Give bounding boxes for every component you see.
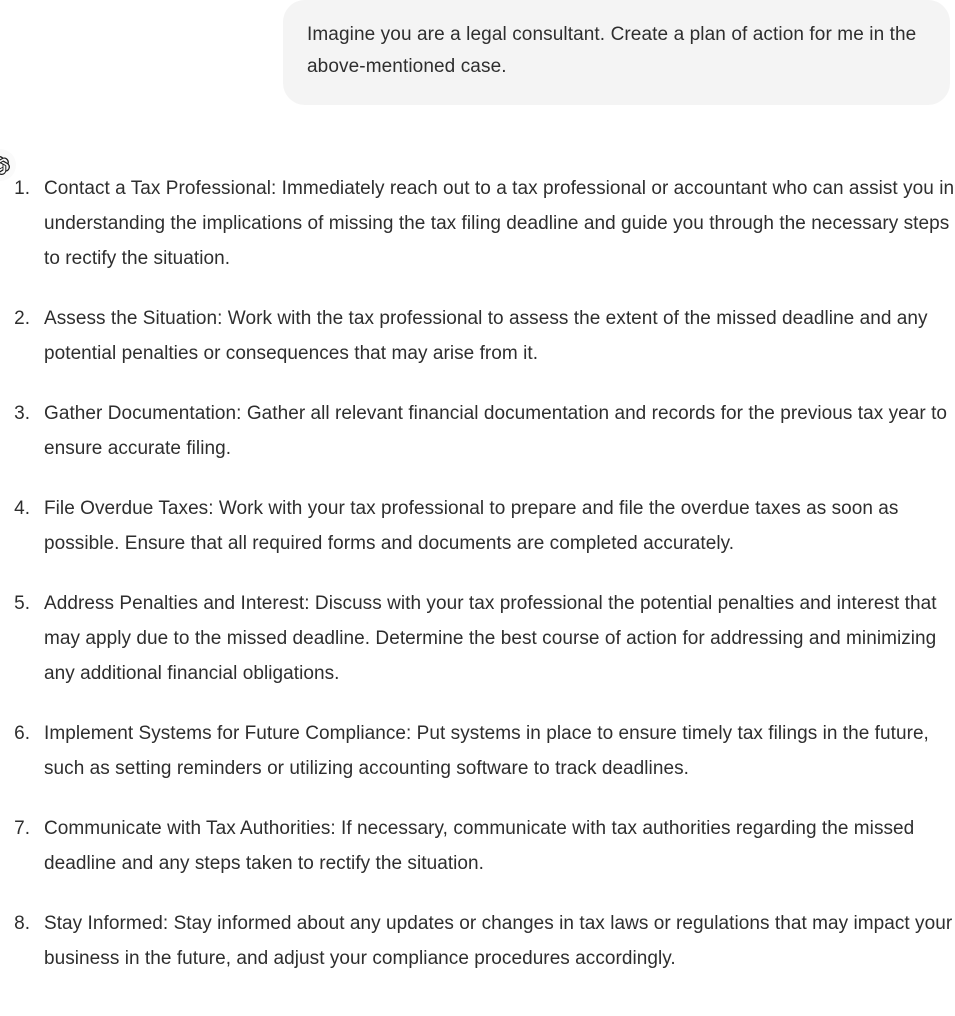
list-item-text: Communicate with Tax Authorities: If necessary, communicate with tax authorities regarding the missed deadline and any steps taken to rectify the situation.: [44, 818, 915, 874]
list-item-marker: 8.: [14, 913, 30, 934]
list-item-marker: 5.: [14, 593, 30, 614]
list-item-text: Gather Documentation: Gather all relevant financial documentation and records for the previous tax year to ensure accurate filing.: [44, 403, 948, 459]
assistant-message-turn: [0, 149, 955, 976]
list-item: [0, 586, 955, 691]
list-item: [0, 906, 955, 976]
list-item: [0, 171, 955, 276]
user-message-turn: [0, 0, 955, 105]
list-item: [0, 301, 955, 371]
assistant-message-body: [0, 149, 955, 976]
list-item-text: Contact a Tax Professional: Immediately reach out to a tax professional or accountant who can assist you in understanding the implications of missing the tax filing deadline and guide you through the necessary steps to rectify the situation.: [44, 178, 955, 269]
list-item-marker: 6.: [14, 723, 30, 744]
action-plan-list: [0, 171, 955, 976]
list-item-marker: 3.: [14, 403, 30, 424]
list-item-text: Assess the Situation: Work with the tax professional to assess the extent of the missed deadline and any potential penalties or consequences that may arise from it.: [44, 308, 928, 364]
list-item-text: File Overdue Taxes: Work with your tax professional to prepare and file the overdue taxes as soon as possible. Ensure that all required forms and documents are completed accurately.: [44, 498, 899, 554]
list-item-marker: 7.: [14, 818, 30, 839]
list-item-text: Address Penalties and Interest: Discuss with your tax professional the potential penalties and interest that may apply due to the missed deadline. Determine the best course of action for addressing and minimizing any additional financial obligations.: [44, 593, 937, 684]
list-item-marker: 4.: [14, 498, 30, 519]
list-item: [0, 716, 955, 786]
user-message-text: Imagine you are a legal consultant. Create a plan of action for me in the above-mentioned case.: [307, 24, 922, 77]
list-item-text: Stay Informed: Stay informed about any updates or changes in tax laws or regulations that may impact your business in the future, and adjust your compliance procedures accordingly.: [44, 913, 953, 969]
list-item-marker: 1.: [14, 178, 30, 199]
list-item: [0, 491, 955, 561]
user-message-bubble: [283, 0, 950, 105]
list-item: [0, 396, 955, 466]
list-item-text: Implement Systems for Future Compliance: Put systems in place to ensure timely tax filings in the future, such as setting reminders or utilizing accounting software to track deadlines.: [44, 723, 929, 779]
list-item: [0, 811, 955, 881]
list-item-marker: 2.: [14, 308, 30, 329]
